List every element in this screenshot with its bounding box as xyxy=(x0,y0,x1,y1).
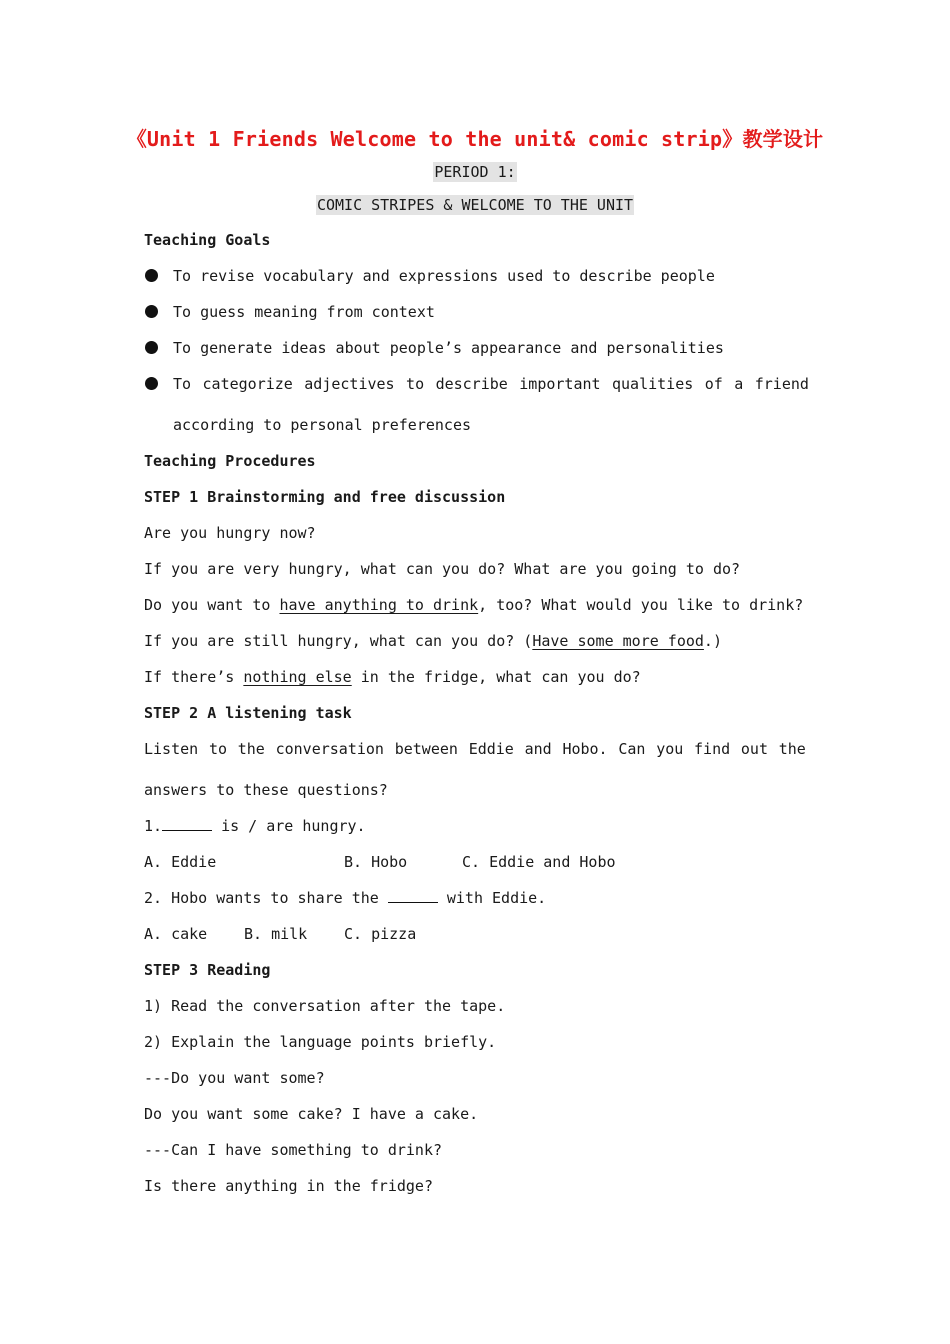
step3-line: Is there anything in the fridge? xyxy=(144,1177,433,1195)
step3-heading: STEP 3 Reading xyxy=(144,961,271,979)
subtitle-text: COMIC STRIPES & WELCOME TO THE UNIT xyxy=(316,196,634,214)
step1-line xyxy=(144,595,803,615)
goal-text-continued: according to personal preferences xyxy=(173,416,472,434)
option-c: C. pizza xyxy=(344,925,417,943)
question-text: 2. Hobo wants to share the xyxy=(144,889,388,907)
word: and xyxy=(524,740,552,758)
word: a xyxy=(734,375,744,393)
step1-line: Are you hungry now? xyxy=(144,524,316,542)
procedures-heading: Teaching Procedures xyxy=(144,452,316,470)
option-a: A. Eddie xyxy=(144,853,217,871)
step1-line xyxy=(144,667,641,687)
word: qualities xyxy=(612,375,694,393)
word: conversation xyxy=(275,740,384,758)
step1-line: If you are very hungry, what can you do? What are you going to do? xyxy=(144,560,741,578)
goal-text: To guess meaning from context xyxy=(173,303,435,321)
underlined-phrase: have anything to drink xyxy=(279,596,479,614)
word: the xyxy=(237,740,265,758)
text-run: Do you want to xyxy=(144,596,280,614)
answer-blank xyxy=(388,888,438,903)
word: of xyxy=(704,375,723,393)
word: adjectives xyxy=(304,375,395,393)
question-text: with Eddie. xyxy=(437,889,547,907)
period-text: PERIOD 1: xyxy=(434,163,516,181)
word: categorize xyxy=(202,375,293,393)
option-a: A. cake xyxy=(144,925,208,943)
goals-heading: Teaching Goals xyxy=(144,231,271,249)
underlined-phrase: nothing else xyxy=(243,668,352,686)
option-b: B. milk xyxy=(244,925,308,943)
goal-text: To revise vocabulary and expressions used to describe people xyxy=(173,267,715,285)
word: Eddie xyxy=(468,740,514,758)
bullet-icon xyxy=(145,305,158,318)
word: to xyxy=(208,740,227,758)
goal-text: To generate ideas about people’s appearance and personalities xyxy=(173,339,724,357)
period-label xyxy=(0,163,950,181)
word: describe xyxy=(435,375,508,393)
text-run: in the fridge, what can you do? xyxy=(351,668,641,686)
question-1 xyxy=(144,816,366,836)
goal-item xyxy=(144,374,809,394)
word: out xyxy=(740,740,768,758)
word: to xyxy=(406,375,425,393)
bullet-icon xyxy=(145,269,158,282)
step2-intro-continued: answers to these questions? xyxy=(144,781,388,799)
answer-blank xyxy=(162,816,212,831)
word: Listen xyxy=(144,740,199,758)
step3-line: Do you want some cake? I have a cake. xyxy=(144,1105,479,1123)
goal-text-justified xyxy=(173,374,809,394)
word: find xyxy=(694,740,731,758)
word: important xyxy=(519,375,601,393)
question-text: is / are hungry. xyxy=(212,817,366,835)
word: the xyxy=(778,740,806,758)
step3-line: 1) Read the conversation after the tape. xyxy=(144,997,506,1015)
step1-line xyxy=(144,631,722,651)
question-number: 1. xyxy=(144,817,163,835)
text-run: , too? What would you like to drink? xyxy=(478,596,804,614)
word: Can xyxy=(618,740,646,758)
step2-heading: STEP 2 A listening task xyxy=(144,704,352,722)
step3-line: ---Do you want some? xyxy=(144,1069,325,1087)
word: Hobo. xyxy=(562,740,608,758)
option-b: B. Hobo xyxy=(344,853,408,871)
bullet-icon xyxy=(145,377,158,390)
word: you xyxy=(656,740,684,758)
word: To xyxy=(173,375,192,393)
document-title: 《Unit 1 Friends Welcome to the unit& comic strip》教学设计 xyxy=(126,127,824,151)
bullet-icon xyxy=(145,341,158,354)
word: between xyxy=(394,740,458,758)
section-subtitle xyxy=(0,196,950,214)
text-run: If you are still hungry, what can you do? ( xyxy=(144,632,533,650)
word: friend xyxy=(754,375,809,393)
underlined-phrase: Have some more food xyxy=(532,632,704,650)
step3-line: ---Can I have something to drink? xyxy=(144,1141,443,1159)
text-run: If there’s xyxy=(144,668,244,686)
step3-line: 2) Explain the language points briefly. xyxy=(144,1033,497,1051)
text-run: .) xyxy=(703,632,722,650)
question-2 xyxy=(144,888,546,908)
step1-heading: STEP 1 Brainstorming and free discussion xyxy=(144,488,506,506)
option-c: C. Eddie and Hobo xyxy=(462,853,616,871)
step2-intro-justified xyxy=(144,739,806,759)
